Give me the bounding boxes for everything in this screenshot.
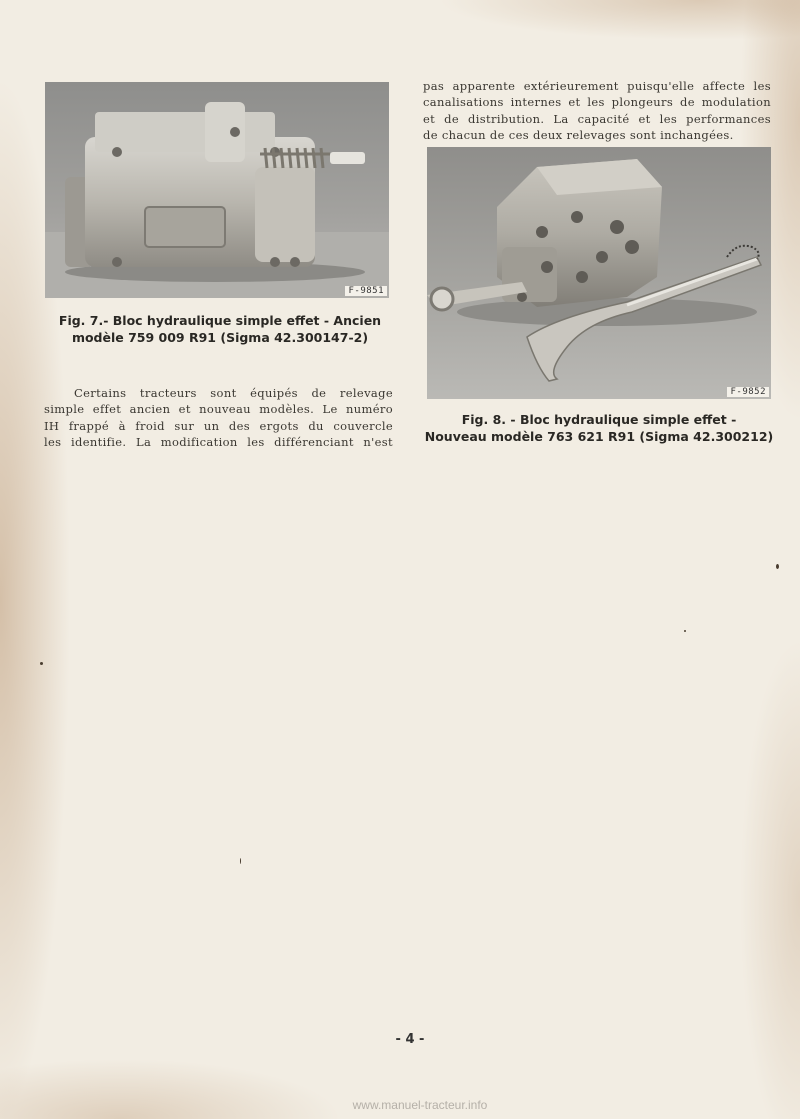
figure-8-caption — [420, 411, 778, 445]
figure-7-code: F-9851 — [345, 286, 387, 296]
paragraph-right-line: canalisations internes et les plongeurs de modulation — [423, 95, 771, 110]
paper-speck — [240, 858, 241, 864]
figure-7-caption — [40, 312, 400, 346]
paragraph-right-line: et de distribution. La capacité et les performances — [423, 111, 771, 126]
paragraph-right-line: pas apparente extérieurement puisqu'elle affecte les — [423, 79, 771, 93]
figure-8-code: F-9852 — [727, 387, 769, 397]
figure-7-photo — [45, 82, 389, 298]
figure-8-photo — [427, 147, 771, 399]
paragraph-left-line: les identifie. La modification les différenciant n'est — [44, 435, 393, 450]
paper-speck — [684, 630, 686, 632]
figure-7-caption-line2: modèle 759 009 R91 (Sigma 42.300147-2) — [71, 330, 369, 345]
paper-speck — [776, 564, 779, 569]
paragraph-left-line: IH frappé à froid sur un des ergots du couvercle — [44, 418, 393, 433]
paragraph-left-line: Certains tracteurs sont équipés de relevage — [74, 386, 393, 400]
figure-8-caption-line2: Nouveau modèle 763 621 R91 (Sigma 42.300212) — [424, 429, 774, 444]
paragraph-right-line: de chacun de ces deux relevages sont inchangées. — [423, 128, 734, 143]
paragraph-left — [44, 385, 393, 451]
page-number: - 4 - — [395, 1032, 425, 1047]
paragraph-right — [423, 78, 771, 144]
figure-8-caption-line1: Fig. 8. - Bloc hydraulique simple effet - — [461, 412, 737, 427]
watermark: www.manuel-tracteur.info — [352, 1098, 488, 1112]
paragraph-left-line: simple effet ancien et nouveau modèles. Le numéro — [44, 402, 393, 417]
figure-7-caption-line1: Fig. 7.- Bloc hydraulique simple effet - Ancien — [58, 313, 382, 328]
paper-speck — [40, 662, 43, 665]
